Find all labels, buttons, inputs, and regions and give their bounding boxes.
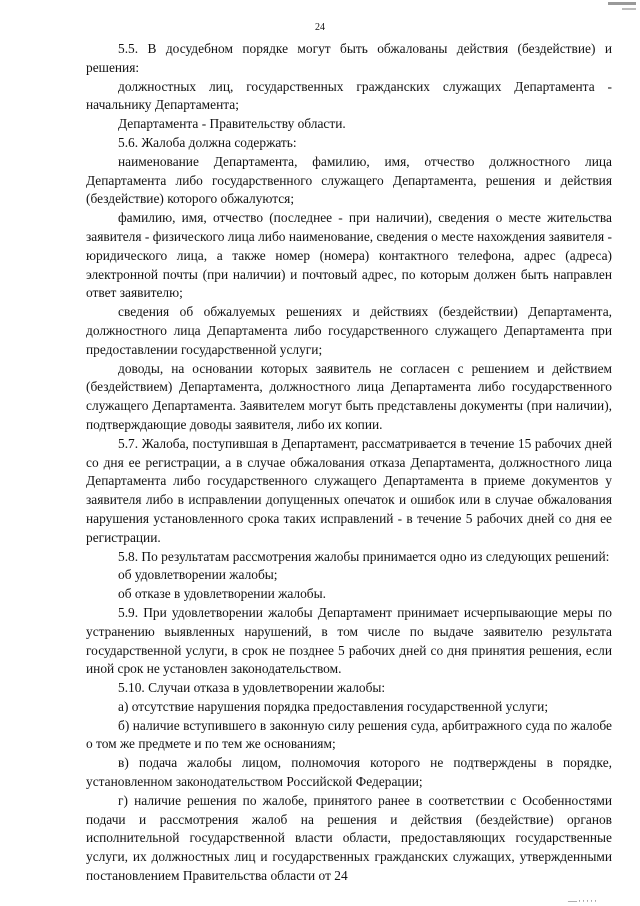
paragraph-5-8: 5.8. По результатам рассмотрения жалобы принимается одно из следующих решений:	[118, 548, 610, 564]
paragraph-5-6: 5.6. Жалоба должна содержать:	[118, 134, 297, 150]
paragraph-name-of-department: наименование Департамента, фамилию, имя, отчество должностного лица Департамента либо государственного служащего Департамента, решения и действия (бездействие) которого обжалуются;	[86, 153, 612, 207]
paragraph-5-10: 5.10. Случаи отказа в удовлетворении жалобы:	[118, 680, 386, 696]
paragraph-case-a: а) отсутствие нарушения порядка предоставления государственной услуги;	[118, 698, 549, 714]
paragraph-5-9: 5.9. При удовлетворении жалобы Департамент принимает исчерпывающие меры по устранению выявленных нарушений, в том числе по выдаче заявителю результата государственной услуги, в срок не позднее 5 рабочих дней со дня принятия решения, если иной срок не установлен законодательством.	[86, 604, 612, 677]
paragraph-case-v: в) подача жалобы лицом, полномочия которого не подтверждены в порядке, установленном законодательством Российской Федерации;	[86, 755, 612, 790]
paragraph-refuse: об отказе в удовлетворении жалобы.	[118, 586, 326, 602]
paragraph-case-g: г) наличие решения по жалобе, принятого ранее в соответствии с Особенностями подачи и рассмотрения жалоб на решения и действия (бездействие) органов исполнительной государственной власти области, предоставляющих государственные услуги, их должностных лиц и государственных гражданских служащих, утвержденными постановлением Правительства области от 24	[86, 792, 612, 884]
scan-corner-mark	[608, 2, 636, 5]
paragraph-arguments: доводы, на основании которых заявитель не согласен с решением и действием (бездействием) Департамента, должностного лица Департамента либо государственного служащего Департамента. Заявителем могут быть представлены документы (при наличии), подтверждающие доводы заявителя, либо их копии.	[86, 360, 612, 432]
document-body	[86, 40, 612, 886]
paragraph-5-7: 5.7. Жалоба, поступившая в Департамент, рассматривается в течение 15 рабочих дней со дня ее регистрации, а в случае обжалования отказа Департамента, должностного лица Департамента либо государственного служащего Департамента в приеме документов у заявителя либо в исправлении допущенных опечаток и ошибок или в случае обжалования нарушения установленного срока таких исправлений - в течение 5 рабочих дней со дня ее регистрации.	[86, 435, 612, 545]
page-number: 24	[315, 22, 325, 33]
scan-bottom-mark: —·····	[568, 896, 598, 906]
paragraph-case-b: б) наличие вступившего в законную силу решения суда, арбитражного суда по жалобе о том же предмете и по тем же основаниям;	[86, 717, 612, 752]
paragraph-applicant-info: фамилию, имя, отчество (последнее - при наличии), сведения о месте жительства заявителя - физического лица либо наименование, сведения о месте нахождения заявителя - юридического лица, а также номер (номера) контактного телефона, адрес (адреса) электронной почты (при наличии) и почтовый адрес, по которым должен быть направлен ответ заявителю;	[86, 210, 612, 301]
scan-corner-mark-secondary	[622, 8, 636, 10]
paragraph-officials: должностных лиц, государственных гражданских служащих Департамента - начальнику Департамента;	[86, 78, 612, 113]
paragraph-appealed-decisions: сведения об обжалуемых решениях и действиях (бездействии) Департамента, должностного лица Департамента либо государственного служащего Департамента при предоставлении государственной услуги;	[86, 304, 612, 357]
paragraph-5-5: 5.5. В досудебном порядке могут быть обжалованы действия (бездействие) и решения:	[86, 41, 612, 75]
paragraph-department: Департамента - Правительству области.	[118, 116, 346, 132]
paragraph-satisfy: об удовлетворении жалобы;	[118, 567, 278, 583]
